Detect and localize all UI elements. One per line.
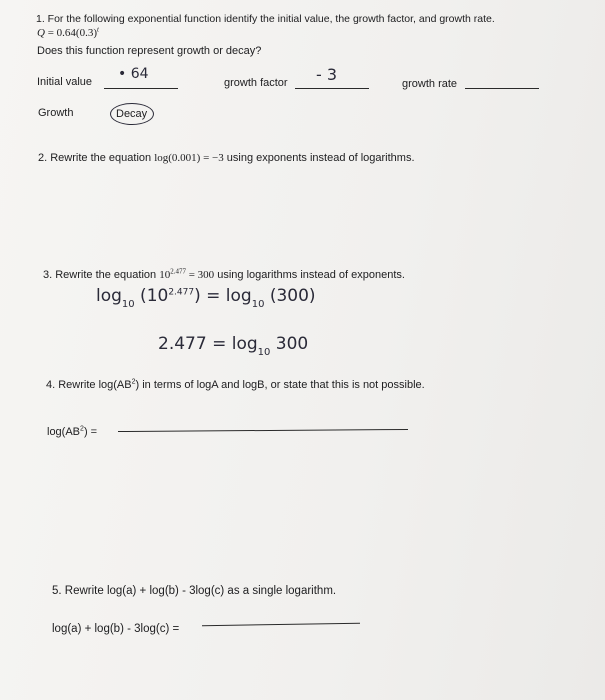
q5-answer-field[interactable] — [202, 623, 360, 626]
initial-value-label: Initial value — [37, 76, 93, 88]
q4-prompt: 4. Rewrite $\log(AB^2)$ in terms of logA and logB, or state that this is not possible. — [46, 378, 425, 391]
growth-option[interactable]: Growth — [38, 107, 74, 119]
q1-subquestion: Does this function represent growth or decay? — [37, 45, 262, 57]
growth-rate-field[interactable] — [465, 88, 539, 89]
initial-value-answer: • 64 — [118, 66, 149, 82]
q3-prompt: 3. Rewrite the equation $10^{2.477} = 300$ using logarithms instead of exponents. — [43, 267, 405, 281]
q3-work-line-1: $\log_{10} (10^{2.477}) = \log_{10} (300)$ — [96, 286, 316, 310]
q4-answer-label: $\log(AB^2)$ = — [47, 425, 98, 438]
initial-value-field[interactable] — [104, 88, 178, 89]
q5-prompt: 5. Rewrite log(a) + log(b) - 3log(c) as a single logarithm. — [52, 585, 337, 597]
q1-equation: $Q = 0.64(0.3)^t$ — [37, 25, 99, 39]
q1-prompt: 1. For the following exponential function identify the initial value, the growth factor, and growth rate. — [36, 13, 495, 25]
q3-work-line-2: $2.477 = \log_{10} 300$ — [158, 334, 309, 358]
decay-option[interactable]: Decay — [116, 108, 148, 120]
growth-factor-answer: - 3 — [316, 65, 338, 84]
growth-factor-label: growth factor — [224, 77, 288, 89]
growth-rate-label: growth rate — [402, 78, 458, 90]
decay-circle-mark — [110, 103, 154, 125]
q4-answer-field[interactable] — [118, 429, 408, 432]
growth-factor-field[interactable] — [295, 88, 369, 89]
q2-prompt: 2. Rewrite the equation log(0.001) = −3 using exponents instead of logarithms. — [38, 152, 415, 164]
q5-answer-label: log(a) + log(b) - 3log(c) = — [52, 623, 180, 635]
